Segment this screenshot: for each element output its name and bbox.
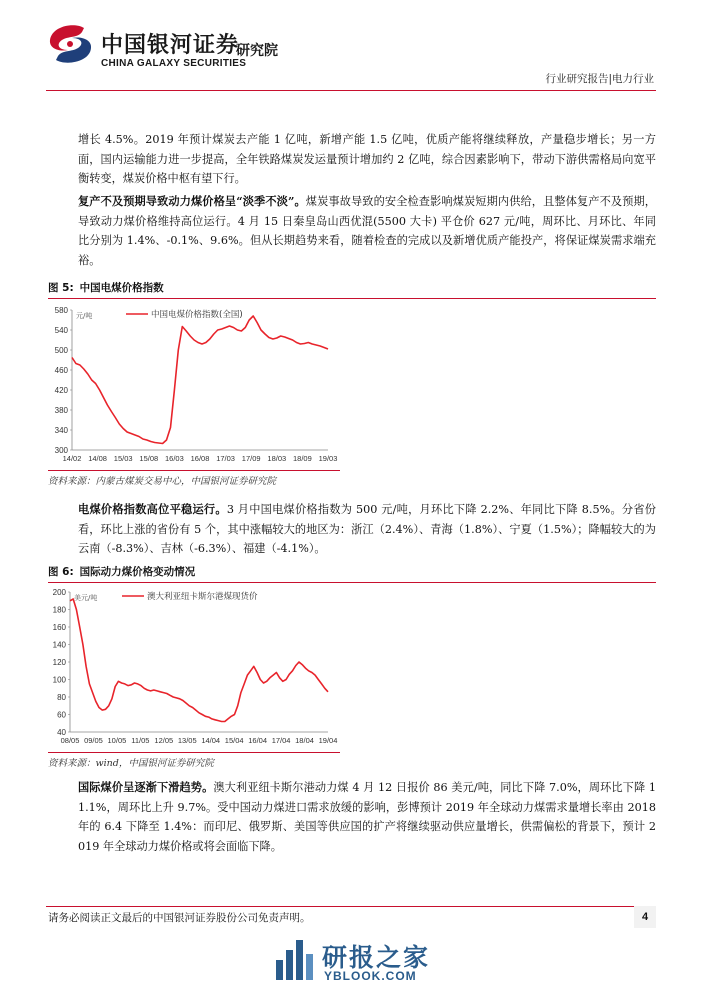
y-tick-label: 500 xyxy=(54,346,68,355)
paragraph-text: 澳大利亚纽卡斯尔港动力煤 4 月 12 日报价 86 美元/吨，同比下降 7.0%，周环比下降 11.1%，周环比上升 9.7%。受中国动力煤进口需求放缓的影响，彭博预计 2019 年全球动力煤需求量增长率由 2018 年的 6.4 下降至 1.4%：而印尼、俄罗斯、美国等供应国的扩产将继续驱动供应量增长，供需偏松的背景下，预计 2019 年全球动力煤价格或将会面临下降。 xyxy=(78,781,656,853)
y-tick-label: 60 xyxy=(57,710,66,720)
legend-label: 澳大利亚纽卡斯尔港煤现货价 xyxy=(147,592,258,602)
brand-name-cn: 中国银河证券 xyxy=(101,33,240,58)
footer-divider xyxy=(46,906,656,907)
x-tick-label: 17/09 xyxy=(241,454,261,463)
x-tick-label: 18/09 xyxy=(293,454,312,463)
y-tick-label: 160 xyxy=(52,623,66,632)
x-tick-label: 16/03 xyxy=(165,454,184,463)
paragraph-supply-outlook xyxy=(78,130,656,189)
y-tick-label: 460 xyxy=(54,366,68,375)
y-unit-label: 元/吨 xyxy=(76,312,93,320)
x-tick-label: 14/04 xyxy=(201,736,221,745)
y-tick-label: 180 xyxy=(52,605,66,615)
figure-caption: 中国电煤价格指数 xyxy=(79,282,164,294)
figure-5-source: 资料来源：内蒙古煤炭交易中心，中国银河证券研究院 xyxy=(48,476,277,487)
brand-department: 研究院 xyxy=(236,43,278,59)
figure-6-source: 资料来源：wind，中国银河证券研究院 xyxy=(48,758,214,769)
x-tick-label: 16/04 xyxy=(248,736,268,745)
x-tick-label: 12/05 xyxy=(154,736,174,745)
x-tick-label: 19/04 xyxy=(318,736,338,745)
legend-label: 中国电煤价格指数(全国) xyxy=(151,310,243,320)
y-tick-label: 80 xyxy=(57,693,66,702)
y-tick-label: 340 xyxy=(54,426,68,435)
y-tick-label: 40 xyxy=(57,728,66,737)
y-tick-label: 580 xyxy=(54,306,68,315)
y-unit-label: 美元/吨 xyxy=(74,594,98,602)
watermark-url: YBLOOK.COM xyxy=(324,969,417,983)
y-tick-label: 420 xyxy=(54,386,68,395)
paragraph-lead: 复产不及预期导致动力煤价格呈“淡季不淡”。 xyxy=(78,194,306,208)
figure-5-title xyxy=(48,280,656,299)
y-tick-label: 140 xyxy=(52,640,66,650)
x-tick-label: 11/05 xyxy=(131,736,150,745)
watermark-text: 研报之家 xyxy=(322,943,431,972)
header-divider xyxy=(46,90,656,91)
figure-label: 图 6: xyxy=(48,566,74,578)
x-tick-label: 15/04 xyxy=(224,736,244,745)
galaxy-logo-icon xyxy=(44,22,96,66)
paragraph-international-coal xyxy=(78,778,656,856)
page-header xyxy=(0,0,702,92)
chart-coal-price-index xyxy=(48,298,348,468)
chart-international-coal-price xyxy=(48,580,348,750)
paragraph-text: 增长 4.5%。2019 年预计煤炭去产能 1 亿吨，新增产能 1.5 亿吨，优质产能将继续释放，产量稳步增长；另一方面，国内运输能力进一步提高，全年铁路煤炭发运量预计增加约 2 亿吨，综合因素影响下，带动下游供需格局向宽平衡转变，煤炭价格中枢有望下行。 xyxy=(78,133,656,185)
x-tick-label: 19/03 xyxy=(318,454,338,463)
x-tick-label: 14/02 xyxy=(62,454,82,463)
y-tick-label: 120 xyxy=(52,658,66,667)
paragraph-lead: 电煤价格指数高位平稳运行。 xyxy=(78,502,227,516)
x-tick-label: 08/05 xyxy=(60,736,80,745)
x-tick-label: 09/05 xyxy=(84,736,103,745)
x-tick-label: 15/03 xyxy=(113,454,133,463)
paragraph-lead: 国际煤价呈逐渐下滑趋势。 xyxy=(78,780,214,794)
y-tick-label: 380 xyxy=(54,406,68,415)
paragraph-thermal-coal-price xyxy=(78,192,656,270)
page-number: 4 xyxy=(634,906,656,928)
series-line xyxy=(70,599,328,722)
figure-caption: 国际动力煤价格变动情况 xyxy=(79,566,196,578)
y-tick-label: 100 xyxy=(52,675,66,685)
figure-label: 图 5: xyxy=(48,282,74,294)
x-tick-label: 13/05 xyxy=(177,736,197,745)
series-line xyxy=(72,316,328,444)
x-tick-label: 14/08 xyxy=(88,454,107,463)
y-tick-label: 540 xyxy=(54,326,68,335)
disclaimer-text: 请务必阅读正文最后的中国银河证券股份公司免责声明。 xyxy=(48,912,311,924)
paragraph-text: 煤炭事故导致的安全检查影响煤炭短期内供给，且整体复产不及预期，导致动力煤价格维持高位运行。4 月 15 日秦皇岛山西优混(5500 大卡) 平仓价 627 元/吨，周环比、月环比、年同比分别为 1.4%、-0.1%、9.6%。但从长期趋势来看，随着检查的完成以及新增优质产能投产，将保证煤炭需求端充裕。 xyxy=(78,195,656,267)
x-tick-label: 18/04 xyxy=(295,736,314,745)
brand-name-en: CHINA GALAXY SECURITIES xyxy=(101,58,247,69)
y-tick-label: 200 xyxy=(52,588,66,597)
y-tick-label: 300 xyxy=(54,446,68,455)
x-tick-label: 15/08 xyxy=(139,454,159,463)
source-divider xyxy=(48,752,340,753)
x-tick-label: 10/05 xyxy=(107,736,127,745)
x-tick-label: 17/04 xyxy=(271,736,291,745)
x-tick-label: 16/08 xyxy=(190,454,210,463)
x-tick-label: 18/03 xyxy=(267,454,287,463)
x-tick-label: 17/03 xyxy=(216,454,235,463)
report-type: 行业研究报告|电力行业 xyxy=(545,73,654,85)
source-divider xyxy=(48,470,340,471)
paragraph-text: 3 月中国电煤价格指数为 500 元/吨，月环比下降 2.2%、年同比下降 8.5%。分省份看，环比上涨的省份有 5 个，其中涨幅较大的地区为：浙江（2.4%）、青海（1.8%）、宁夏（1.5%）；降幅较大的为云南（-8.3%）、吉林（-6.3%）、福建（-4.1%）。 xyxy=(78,503,656,555)
paragraph-coal-index xyxy=(78,500,656,559)
